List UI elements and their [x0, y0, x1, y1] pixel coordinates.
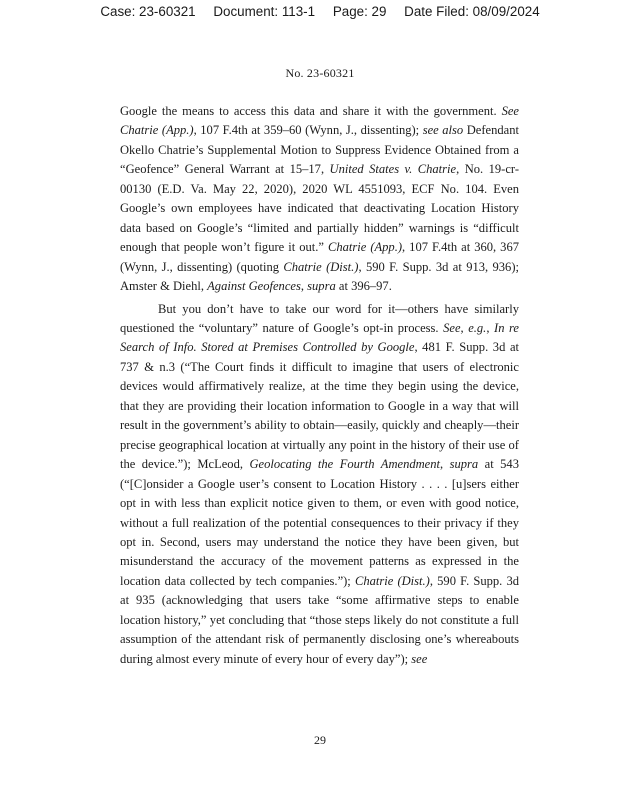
paragraph-2 [120, 300, 519, 670]
p2-article-title: Geolocating the Fourth Amendment [249, 457, 441, 472]
p2-text: , 481 F. Supp. 3d at 737 & n.3 (“The Court finds it difficult to imagine that users of electronic devices would affirmatively realize, at the time they begin using the device, that they are providing their location information to Google in a way that will result in the government’s ability to obtain—easily, quickly and cheaply—their precise geographical location at virtually any point in the history of their use of the device.”); McLeod, [120, 340, 519, 472]
p1-article-title: Against Geofences [207, 279, 301, 294]
p2-text: at 543 (“[C]onsider a Google user’s consent to Location History . . . . [u]sers either opt in with less than explicit notice given to them, or even with good notice, without a full realization of the potential consequences to their privacy if they opt in. Second, users may understand the notice they have been given, but misunderstand the accuracy of the movement patterns as expressed in the location data collected by tech companies.”); [120, 457, 519, 588]
p2-text: , [486, 320, 495, 335]
p2-text: But you don’t have to take our word for it—others have similarly questioned the “voluntary” nature of Google’s opt-in process. [120, 301, 519, 335]
p1-cite: See Chatrie (App.) [120, 104, 519, 138]
p1-text: , No. 19-cr-00130 (E.D. Va. May 22, 2020), 2020 WL 4551093, ECF No. 104. Even Google’s own employees have indicated that deactivating Location History data based on Google’s “limited and partially hidden” warnings is “difficult enough that people won’t figure it out.” [120, 162, 519, 255]
p1-cite: Chatrie (Dist.) [283, 259, 359, 274]
opinion-body [120, 102, 519, 669]
filing-header [0, 4, 640, 19]
p2-signal: see [411, 651, 428, 666]
p1-text: , 590 F. Supp. 3d at 913, 936); Amster & Diehl, [120, 259, 519, 294]
header-page: Page: 29 [332, 4, 387, 19]
page-number: 29 [314, 733, 326, 747]
p1-text: , 107 F.4th at 359–60 (Wynn, J., dissenting); [193, 123, 423, 138]
p2-text: , [440, 457, 450, 472]
p1-cite: Chatrie (App.) [327, 240, 403, 255]
p1-text: , [300, 279, 308, 294]
case-number: Case: 23-60321 [100, 4, 196, 19]
p1-signal: supra [307, 279, 336, 294]
date-filed: Date Filed: 08/09/2024 [404, 4, 540, 19]
p1-signal: see also [422, 123, 464, 138]
p2-cite: Chatrie (Dist.) [354, 573, 430, 588]
p1-case-name: United States v. Chatrie [329, 162, 457, 177]
p1-text: Defendant Okello Chatrie’s Supplemental Motion to Suppress Evidence Obtained from a “Geofence” General Warrant at 15–17, [120, 123, 519, 177]
p2-signal: See, e.g. [443, 320, 487, 335]
p2-text: , 590 F. Supp. 3d at 935 (acknowledging that users take “some affirmative steps to enable location history,” yet concluding that “those steps likely do not constitute a full assumption of the attendant risk of permanently disclosing one’s whereabouts during almost every minute of every hour of every day”); [120, 573, 519, 666]
p2-case-name: In re Search of Info. Stored at Premises Controlled by Google [120, 320, 519, 355]
p1-text: Google the means to access this data and share it with the government. [120, 104, 502, 118]
paragraph-1 [120, 102, 519, 297]
p1-text: , 107 F.4th at 360, 367 (Wynn, J., dissenting) (quoting [120, 240, 519, 274]
document-number: Document: 113-1 [213, 4, 316, 19]
p1-text: at 396–97. [335, 279, 392, 294]
docket-number: No. 23-60321 [285, 66, 355, 80]
p2-signal: supra [449, 457, 479, 472]
